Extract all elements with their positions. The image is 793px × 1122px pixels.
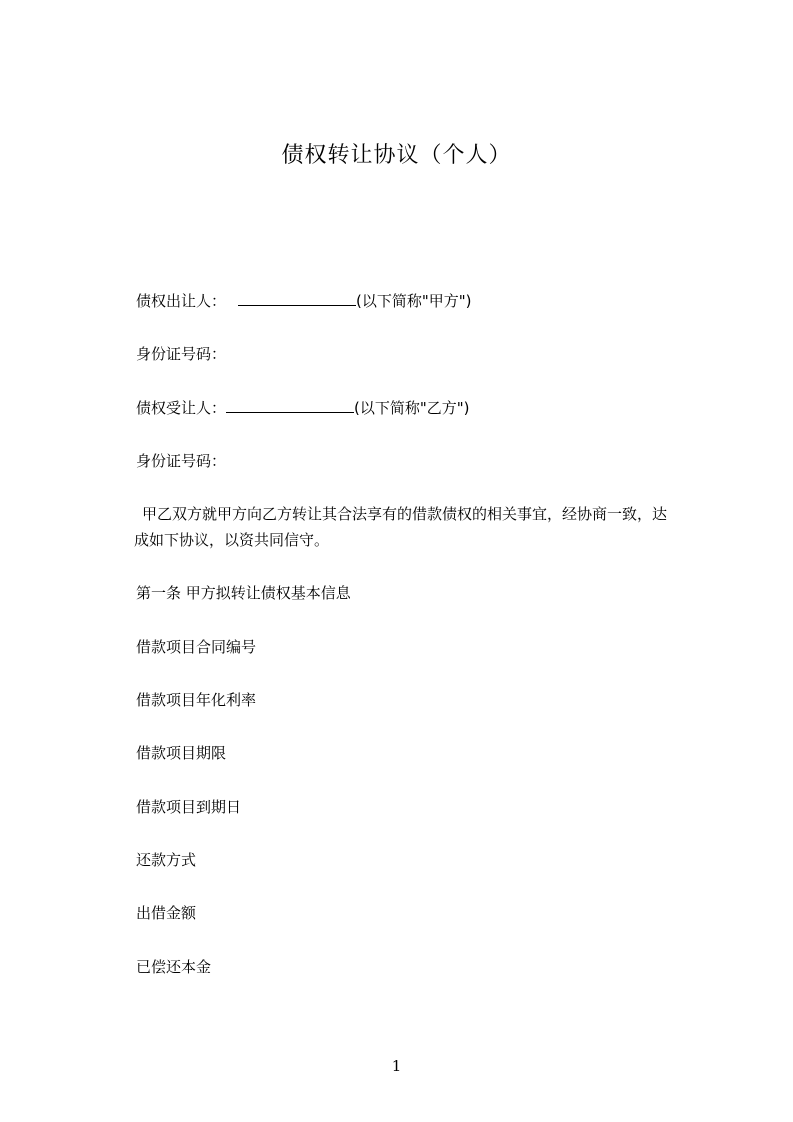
transferee-id-label: 身份证号码： (136, 452, 227, 470)
transferor-name-blank (238, 291, 356, 306)
transferor-suffix: (以下简称"甲方") (356, 292, 472, 310)
document-title: 债权转让协议（个人） (281, 143, 512, 168)
transferee-suffix: (以下简称"乙方") (354, 399, 470, 417)
transferor-line (136, 290, 472, 312)
transferee-id-line (136, 450, 226, 472)
transferor-id-label: 身份证号码： (136, 345, 227, 363)
transferor-id-line (136, 343, 226, 365)
item-contract-number: 借款项目合同编号 (136, 638, 257, 656)
page-number: 1 (391, 1057, 402, 1075)
intro-paragraph (136, 501, 706, 553)
item-loan-term: 借款项目期限 (136, 744, 227, 762)
intro-line-1: 甲乙双方就甲方向乙方转让其合法享有的借款债权的相关事宜，经协商一致，达 (142, 505, 668, 523)
item-annual-rate: 借款项目年化利率 (136, 691, 257, 709)
item-repaid-principal: 已偿还本金 (136, 958, 212, 976)
transferee-name-blank (226, 398, 354, 413)
transferee-label: 债权受让人： (136, 399, 227, 417)
intro-line-2: 成如下协议，以资共同信守。 (134, 531, 330, 549)
article1-heading: 第一条 甲方拟转让债权基本信息 (136, 584, 351, 602)
item-loan-amount: 出借金额 (136, 904, 197, 922)
item-maturity-date: 借款项目到期日 (136, 798, 242, 816)
item-repayment-method: 还款方式 (136, 851, 197, 869)
transferor-label: 债权出让人： (136, 292, 227, 310)
transferee-line (136, 397, 470, 419)
